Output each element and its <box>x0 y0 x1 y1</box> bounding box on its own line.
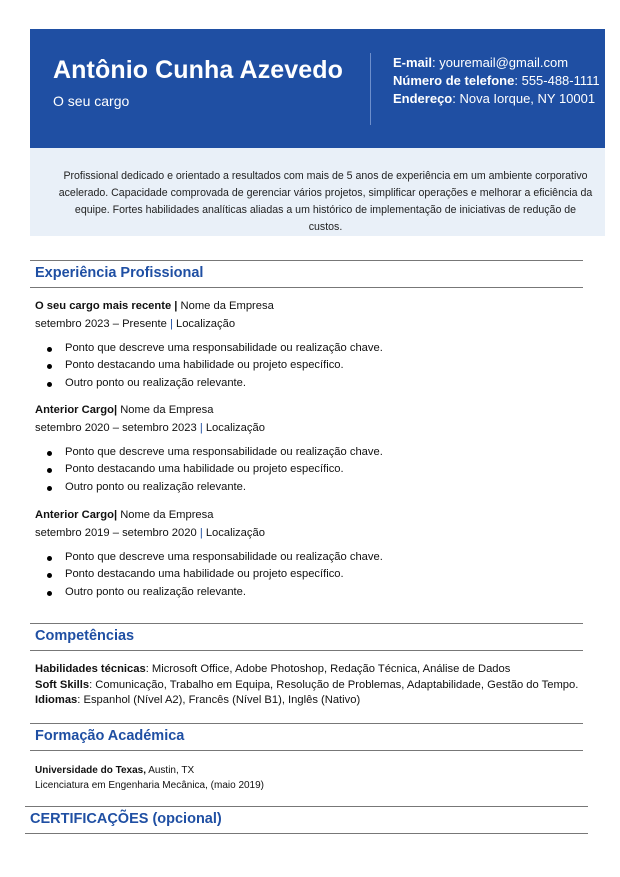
job-3-title: Anterior Cargo| Nome da Empresa <box>35 509 214 521</box>
candidate-name: Antônio Cunha Azevedo <box>53 56 344 84</box>
job-1-title: O seu cargo mais recente | Nome da Empresa <box>35 300 274 312</box>
summary-text: Profissional dedicado e orientado a resultados com mais de 5 anos de experiência em um ambiente corporativo acelerado. Capacidade comprovada de gerenciar vários projetos, simplificar operações e melhorar a eficiência da equipe. Fortes habilidades analíticas aliadas a um histórico de implementação de iniciativas de redução de custos. <box>58 170 593 233</box>
job-3-bullets <box>35 549 383 601</box>
job-1-meta: setembro 2023 – Presente | Localização <box>35 318 236 330</box>
list-item: Ponto destacando uma habilidade ou projeto específico. <box>35 461 383 478</box>
list-item: Ponto destacando uma habilidade ou projeto específico. <box>35 357 383 374</box>
section-title-education: Formação Académica <box>30 723 583 751</box>
skills-languages: Idiomas: Espanhol (Nível A2), Francês (Nível B1), Inglês (Nativo) <box>35 694 361 706</box>
job-3-meta: setembro 2019 – setembro 2020 | Localização <box>35 527 265 539</box>
education-degree: Licenciatura em Engenharia Mecânica, (maio 2019) <box>35 780 265 791</box>
candidate-role: O seu cargo <box>53 93 130 109</box>
section-title-certifications: CERTIFICAÇÕES (opcional) <box>25 806 588 834</box>
header-divider <box>370 53 371 125</box>
list-item: Outro ponto ou realização relevante. <box>35 479 383 496</box>
list-item: Ponto que descreve uma responsabilidade ou realização chave. <box>35 340 383 357</box>
list-item: Ponto que descreve uma responsabilidade ou realização chave. <box>35 549 383 566</box>
list-item: Ponto destacando uma habilidade ou projeto específico. <box>35 566 383 583</box>
job-2-title: Anterior Cargo| Nome da Empresa <box>35 404 214 416</box>
contact-email: E-mail: youremail@gmail.com <box>393 55 569 70</box>
contact-info <box>393 54 601 108</box>
resume-header <box>30 29 605 148</box>
skills-soft: Soft Skills: Comunicação, Trabalho em Equipa, Resolução de Problemas, Adaptabilidade, Gestão do Tempo. <box>35 679 579 691</box>
list-item: Ponto que descreve uma responsabilidade ou realização chave. <box>35 444 383 461</box>
list-item: Outro ponto ou realização relevante. <box>35 584 383 601</box>
section-title-skills: Competências <box>30 623 583 651</box>
section-title-experience: Experiência Profissional <box>30 260 583 288</box>
education-school: Universidade do Texas, Austin, TX <box>35 765 195 776</box>
job-1-bullets <box>35 340 383 392</box>
job-2-bullets <box>35 444 383 496</box>
job-2-meta: setembro 2020 – setembro 2023 | Localização <box>35 422 265 434</box>
list-item: Outro ponto ou realização relevante. <box>35 375 383 392</box>
contact-phone: Número de telefone: 555-488-1111 <box>393 73 600 88</box>
summary-box <box>30 148 605 236</box>
skills-technical: Habilidades técnicas: Microsoft Office, Adobe Photoshop, Redação Técnica, Análise de Dados <box>35 663 511 675</box>
contact-address: Endereço: Nova Iorque, NY 10001 <box>393 91 596 106</box>
